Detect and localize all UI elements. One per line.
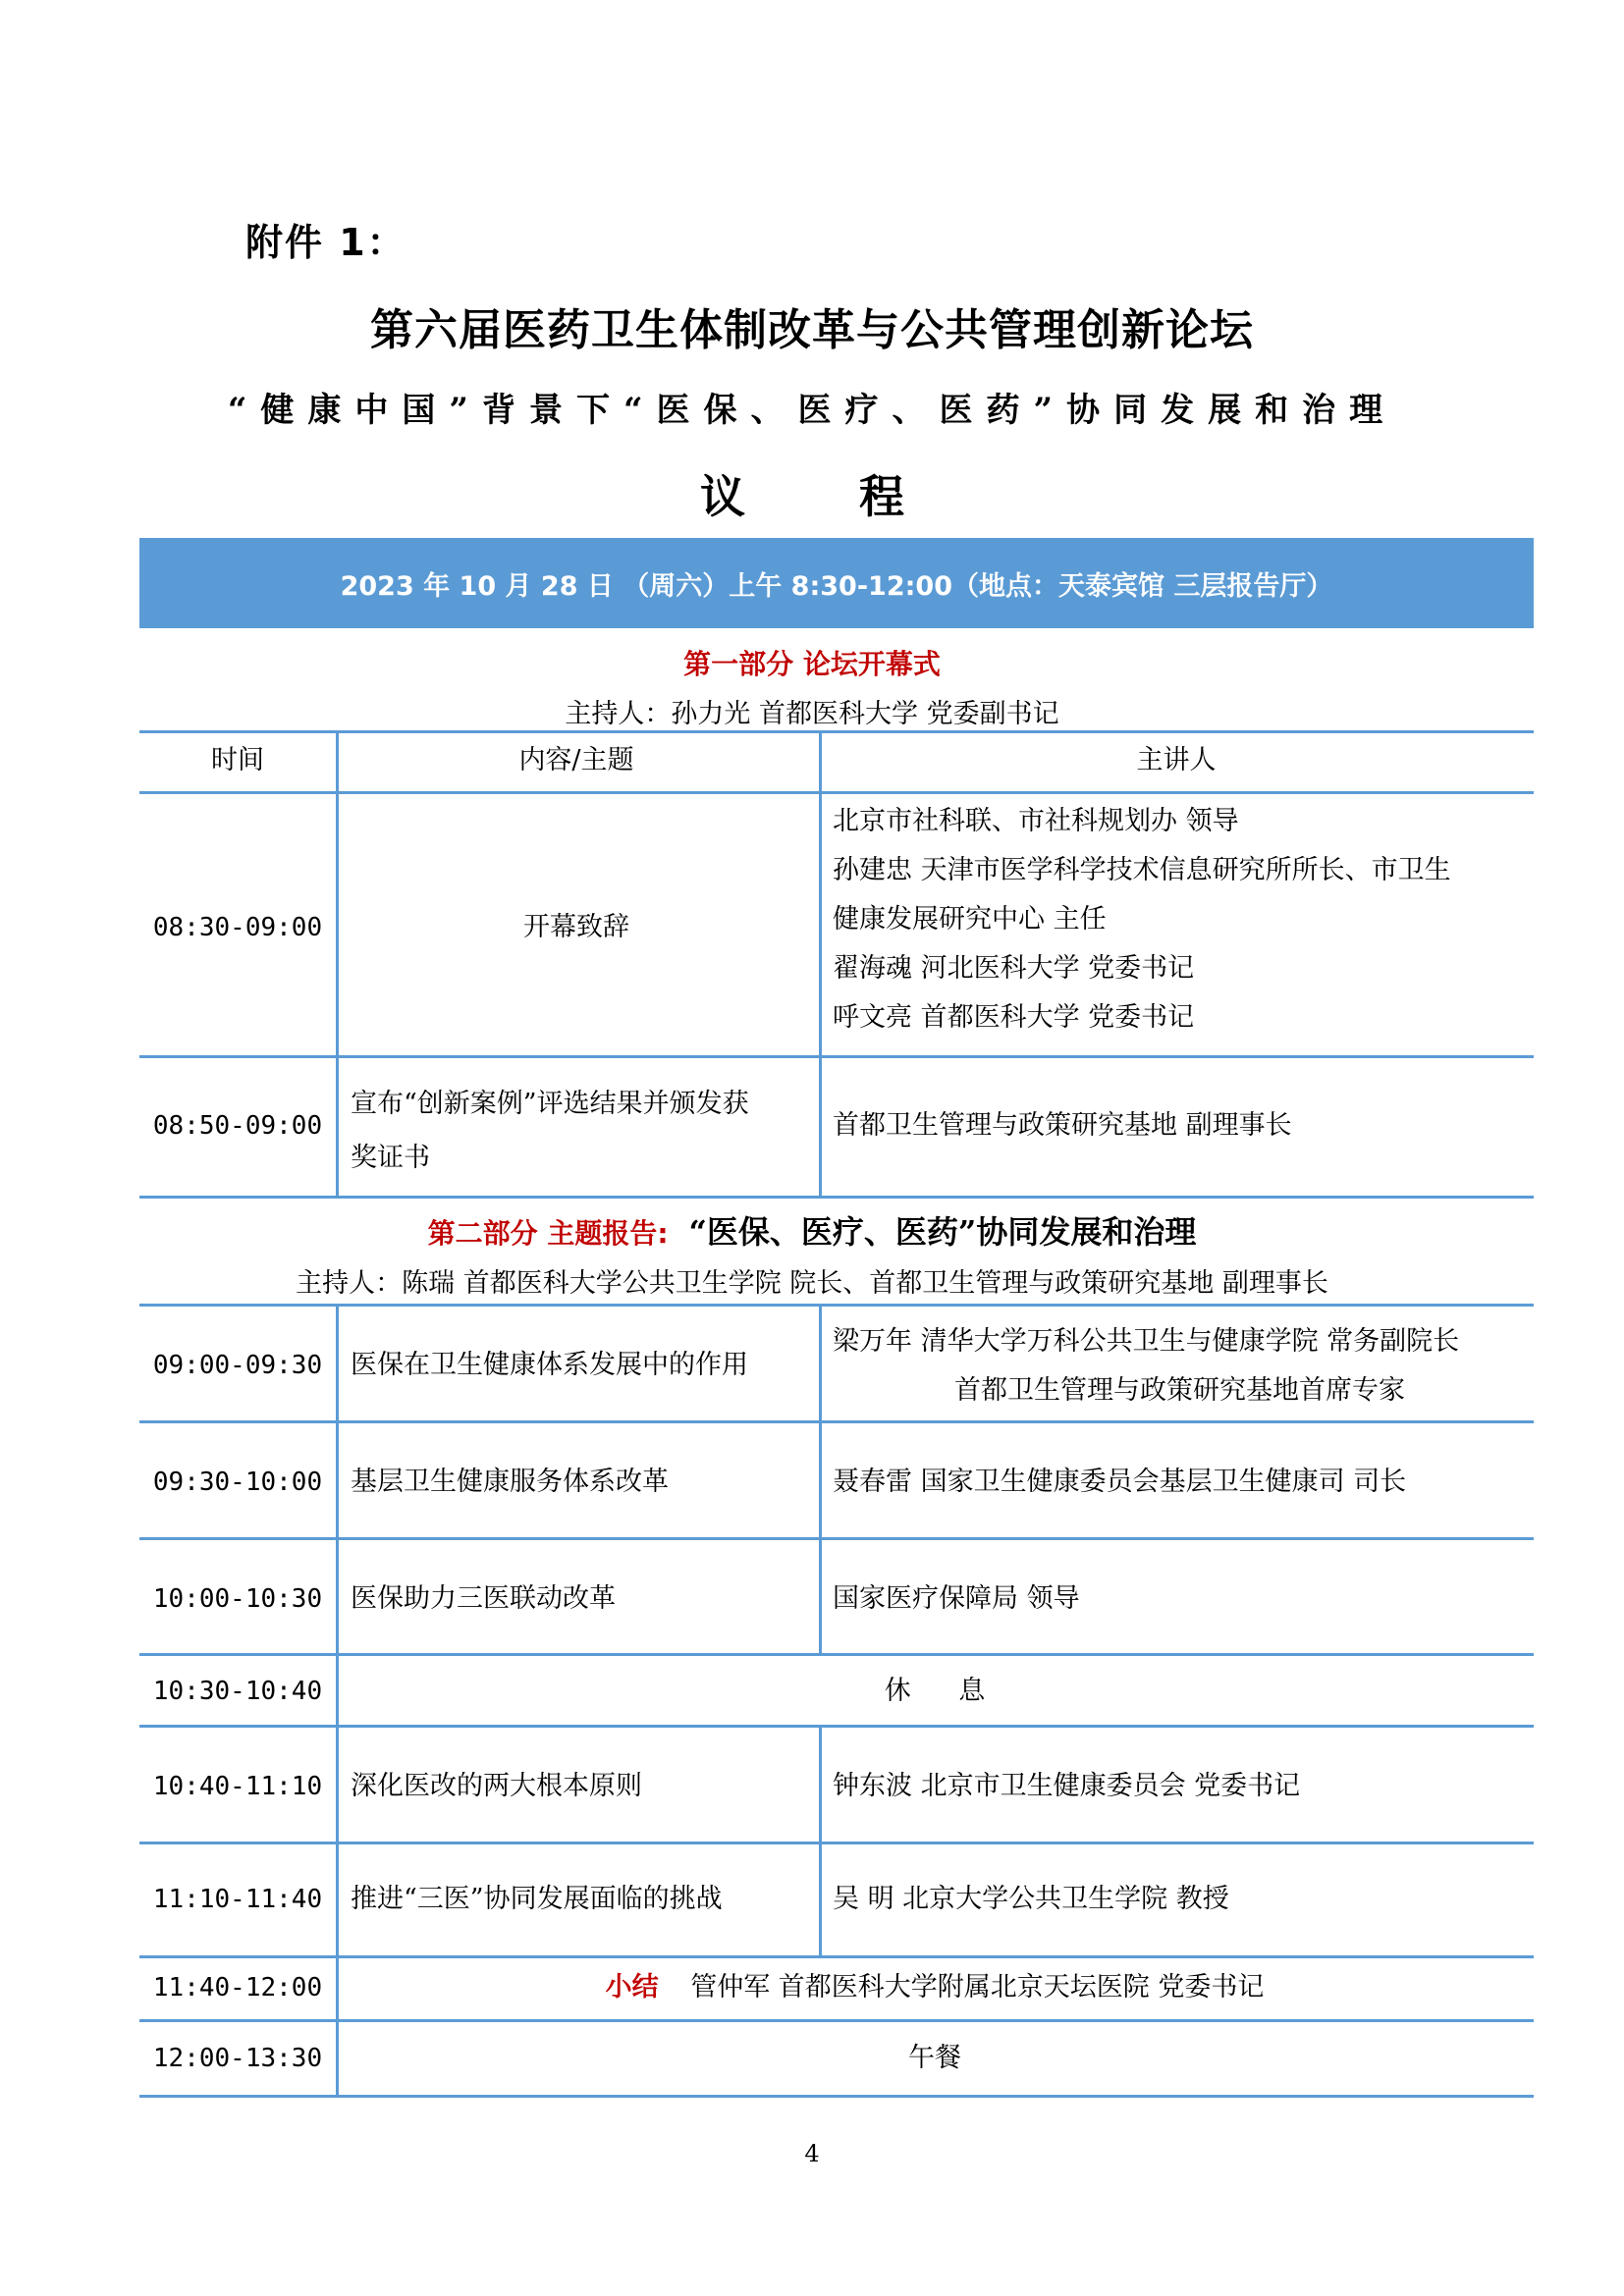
rule [139, 791, 1534, 794]
row-speaker: 翟海魂 河北医科大学 党委书记 [833, 953, 1195, 984]
part2-host: 主持人：陈瑞 首都医科大学公共卫生学院 院长、首都卫生管理与政策研究基地 副理事长 [296, 1268, 1328, 1299]
row-time: 10:30-10:40 [152, 1677, 323, 1706]
rule [139, 1304, 1534, 1307]
part2-title [0, 1207, 1624, 1253]
summary-speaker: 管仲军 首都医科大学附属北京天坛医院 党委书记 [690, 1972, 1265, 2002]
row-time: 09:00-09:30 [152, 1351, 323, 1380]
rule [139, 730, 1534, 733]
part2-label: 第二部分 主题报告: [427, 1217, 669, 1250]
row-speaker: 首都卫生管理与政策研究基地 副理事长 [833, 1110, 1292, 1141]
part1-title: 第一部分 论坛开幕式 [683, 648, 941, 680]
rule [139, 1055, 1534, 1058]
page-title: 第六届医药卫生体制改革与公共管理创新论坛 [370, 305, 1254, 355]
page-number: 4 [804, 2140, 820, 2167]
row-speaker: 孙建忠 天津市医学科学技术信息研究所所长、市卫生 [833, 855, 1451, 885]
column-divider [819, 1304, 822, 1653]
agenda-heading: 议 程 [699, 470, 924, 523]
break-label: 休 息 [884, 1676, 986, 1706]
header-topic: 内容/主题 [518, 745, 634, 775]
row-topic: 基层卫生健康服务体系改革 [351, 1467, 669, 1497]
row-speaker: 聂春雷 国家卫生健康委员会基层卫生健康司 司长 [833, 1467, 1407, 1497]
summary-label: 小结 [605, 1972, 659, 2002]
row-speaker: 吴 明 北京大学公共卫生学院 教授 [833, 1884, 1229, 1914]
row-speaker: 健康发展研究中心 主任 [833, 904, 1107, 934]
summary-row [336, 1963, 1534, 2012]
row-speaker: 钟东波 北京市卫生健康委员会 党委书记 [833, 1771, 1301, 1801]
row-time: 11:40-12:00 [152, 1973, 323, 2002]
row-speaker: 首都卫生管理与政策研究基地首席专家 [954, 1375, 1405, 1406]
row-topic: 宣布“创新案例”评选结果并颁发获 [351, 1089, 749, 1119]
row-time: 12:00-13:30 [152, 2044, 323, 2073]
row-time: 10:40-11:10 [152, 1772, 323, 1801]
row-time: 08:50-09:00 [152, 1111, 323, 1141]
rule [139, 2019, 1534, 2022]
rule [139, 1842, 1534, 1844]
row-topic: 奖证书 [351, 1143, 430, 1173]
page-subtitle: “健康中国”背景下“医保、医疗、医药”协同发展和治理 [227, 391, 1397, 430]
lunch-label: 午餐 [908, 2043, 961, 2073]
header-time: 时间 [211, 745, 264, 775]
part2-theme: “医保、医疗、医药”协同发展和治理 [688, 1213, 1197, 1251]
column-divider [819, 1725, 822, 1955]
rule [139, 1653, 1534, 1656]
column-divider [819, 730, 822, 1196]
row-topic: 医保助力三医联动改革 [351, 1583, 616, 1614]
row-time: 08:30-09:00 [152, 913, 323, 942]
row-topic: 推进“三医”协同发展面临的挑战 [351, 1884, 723, 1914]
date-venue-banner: 2023 年 10 月 28 日 （周六）上午 8:30-12:00（地点：天泰宾馆 三层报告厅） [139, 538, 1534, 628]
row-speaker: 呼文亮 首都医科大学 党委书记 [833, 1002, 1195, 1033]
row-time: 10:00-10:30 [152, 1584, 323, 1614]
rule [139, 1420, 1534, 1423]
row-time: 09:30-10:00 [152, 1468, 323, 1497]
row-time: 11:10-11:40 [152, 1885, 323, 1914]
rule [139, 1725, 1534, 1728]
row-topic: 医保在卫生健康体系发展中的作用 [351, 1350, 748, 1380]
rule [139, 1955, 1534, 1958]
row-topic: 深化医改的两大根本原则 [351, 1771, 642, 1801]
row-speaker: 梁万年 清华大学万科公共卫生与健康学院 常务副院长 [833, 1326, 1460, 1357]
row-topic: 开幕致辞 [523, 912, 629, 942]
attachment-label: 附件 1： [245, 221, 406, 264]
header-speaker: 主讲人 [1136, 745, 1217, 775]
rule [139, 2095, 1534, 2098]
row-speaker: 北京市社科联、市社科规划办 领导 [833, 806, 1239, 836]
row-speaker: 国家医疗保障局 领导 [833, 1583, 1080, 1614]
rule [139, 1537, 1534, 1540]
rule [139, 1196, 1534, 1199]
column-divider [336, 730, 339, 1196]
part1-host: 主持人：孙力光 首都医科大学 党委副书记 [565, 699, 1059, 729]
